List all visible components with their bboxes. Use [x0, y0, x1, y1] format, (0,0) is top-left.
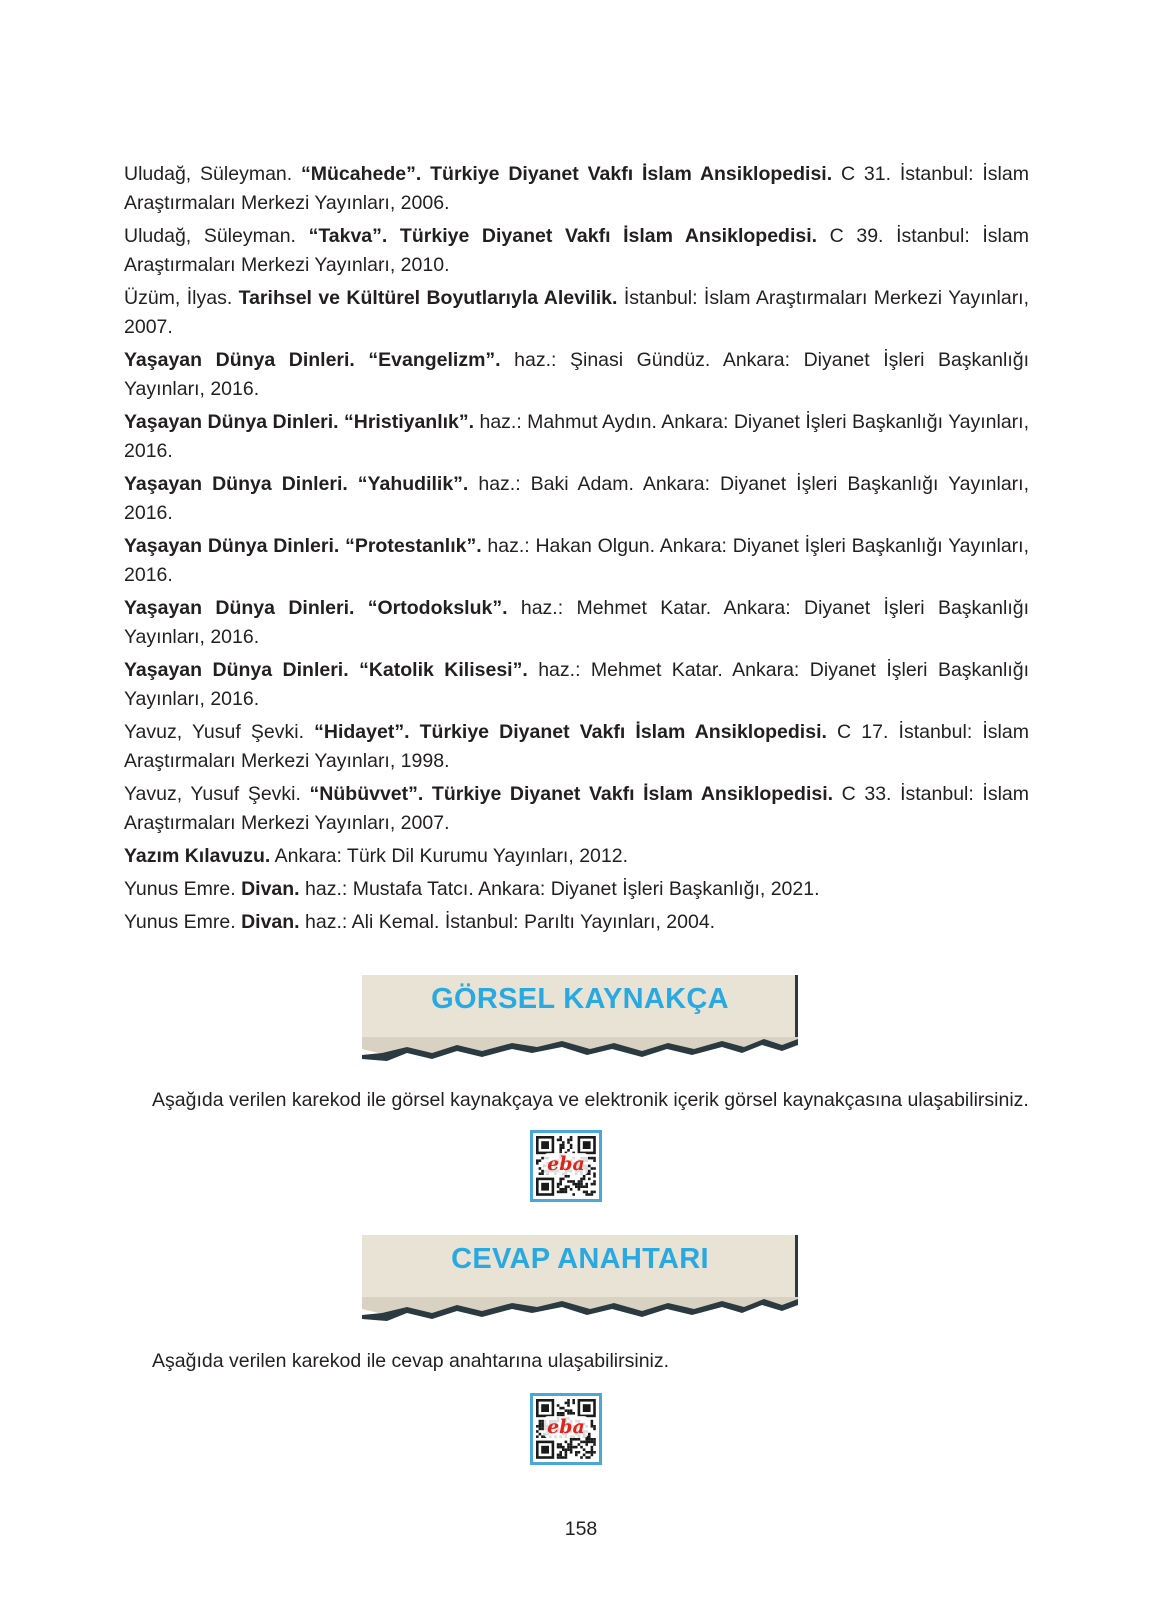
reference-entry: [124, 284, 1029, 342]
reference-entry: [124, 160, 1029, 218]
reference-author: Yavuz, Yusuf Şevki.: [124, 721, 315, 743]
reference-publication: C 17. İstanbul: İslam Araştırmaları Merkezi Yayınları, 1998.: [124, 721, 1029, 772]
reference-title: “Mücahede”. Türkiye Diyanet Vakfı İslam Ansiklopedisi.: [301, 163, 833, 185]
reference-author: Uludağ, Süleyman.: [124, 163, 302, 185]
reference-title: Yaşayan Dünya Dinleri. “Protestanlık”.: [124, 535, 482, 557]
reference-author: Üzüm, İlyas.: [124, 287, 239, 309]
reference-publication: haz.: Mahmut Aydın. Ankara: Diyanet İşleri Başkanlığı Yayınları, 2016.: [124, 411, 1030, 462]
reference-publication: haz.: Ali Kemal. İstanbul: Parıltı Yayınları, 2004.: [299, 911, 716, 933]
reference-entry: [124, 408, 1029, 466]
reference-author: Yunus Emre.: [124, 878, 242, 900]
reference-title: Tarihsel ve Kültürel Boyutlarıyla Alevilik.: [238, 287, 618, 309]
reference-entry: [124, 875, 1029, 904]
reference-publication: Ankara: Türk Dil Kurumu Yayınları, 2012.: [270, 845, 628, 867]
reference-entry: [124, 842, 1029, 871]
reference-title: “Hidayet”. Türkiye Diyanet Vakfı İslam Ansiklopedisi.: [314, 721, 827, 743]
reference-publication: C 31. İstanbul: İslam Araştırmaları Merkezi Yayınları, 2006.: [124, 163, 1029, 214]
gorsel-kaynakca-banner: [362, 975, 798, 1067]
reference-title: “Nübüvvet”. Türkiye Diyanet Vakfı İslam Ansiklopedisi.: [309, 783, 834, 805]
reference-title: Divan.: [241, 911, 300, 933]
reference-author: Yavuz, Yusuf Şevki.: [124, 783, 310, 805]
gorsel-kaynakca-note: Aşağıda verilen karekod ile görsel kaynakçaya ve elektronik içerik görsel kaynakçasına ulaşabilirsiniz.: [152, 1089, 1029, 1111]
reference-entry: [124, 346, 1029, 404]
reference-entry: [124, 718, 1029, 776]
reference-entry: [124, 222, 1029, 280]
reference-author: Uludağ, Süleyman.: [124, 225, 309, 247]
reference-entry: [124, 470, 1029, 528]
reference-title: Yaşayan Dünya Dinleri. “Yahudilik”.: [124, 473, 469, 495]
gorsel-kaynakca-title: GÖRSEL KAYNAKÇA: [431, 983, 729, 1015]
eba-logo: eba: [544, 1416, 588, 1438]
cevap-anahtari-note: Aşağıda verilen karekod ile cevap anahtarına ulaşabilirsiniz.: [152, 1350, 670, 1372]
reference-title: Yaşayan Dünya Dinleri. “Katolik Kilisesi”.: [124, 659, 528, 681]
reference-entry: [124, 532, 1029, 590]
reference-publication: haz.: Hakan Olgun. Ankara: Diyanet İşleri Başkanlığı Yayınları, 2016.: [124, 535, 1029, 586]
reference-publication: haz.: Mehmet Katar. Ankara: Diyanet İşleri Başkanlığı Yayınları, 2016.: [124, 597, 1029, 648]
gorsel-kaynakca-qr-code[interactable]: [530, 1130, 602, 1202]
reference-entry: [124, 656, 1029, 714]
reference-title: Divan.: [241, 878, 300, 900]
reference-publication: C 39. İstanbul: İslam Araştırmaları Merkezi Yayınları, 2010.: [124, 225, 1029, 276]
reference-entry: [124, 780, 1029, 838]
reference-publication: haz.: Mehmet Katar. Ankara: Diyanet İşleri Başkanlığı Yayınları, 2016.: [124, 659, 1030, 710]
reference-author: Yunus Emre.: [124, 911, 242, 933]
reference-publication: haz.: Mustafa Tatcı. Ankara: Diyanet İşleri Başkanlığı, 2021.: [299, 878, 820, 900]
page-number: 158: [564, 1518, 598, 1540]
reference-title: Yaşayan Dünya Dinleri. “Evangelizm”.: [124, 349, 501, 371]
reference-publication: C 33. İstanbul: İslam Araştırmaları Merkezi Yayınları, 2007.: [124, 783, 1029, 834]
reference-title: Yazım Kılavuzu.: [124, 845, 271, 867]
cevap-anahtari-title: CEVAP ANAHTARI: [451, 1243, 709, 1275]
reference-title: Yaşayan Dünya Dinleri. “Hristiyanlık”.: [124, 411, 475, 433]
eba-logo: eba: [544, 1153, 588, 1175]
reference-title: Yaşayan Dünya Dinleri. “Ortodoksluk”.: [124, 597, 508, 619]
reference-publication: haz.: Baki Adam. Ankara: Diyanet İşleri Başkanlığı Yayınları, 2016.: [124, 473, 1029, 524]
reference-publication: haz.: Şinasi Gündüz. Ankara: Diyanet İşleri Başkanlığı Yayınları, 2016.: [124, 349, 1030, 400]
reference-entry: [124, 908, 1029, 937]
cevap-anahtari-qr-code[interactable]: [530, 1393, 602, 1465]
reference-title: “Takva”. Türkiye Diyanet Vakfı İslam Ansiklopedisi.: [308, 225, 818, 247]
bibliography-list: [124, 160, 1029, 941]
cevap-anahtari-banner: [362, 1235, 798, 1327]
reference-entry: [124, 594, 1029, 652]
reference-publication: İstanbul: İslam Araştırmaları Merkezi Yayınları, 2007.: [124, 287, 1030, 338]
